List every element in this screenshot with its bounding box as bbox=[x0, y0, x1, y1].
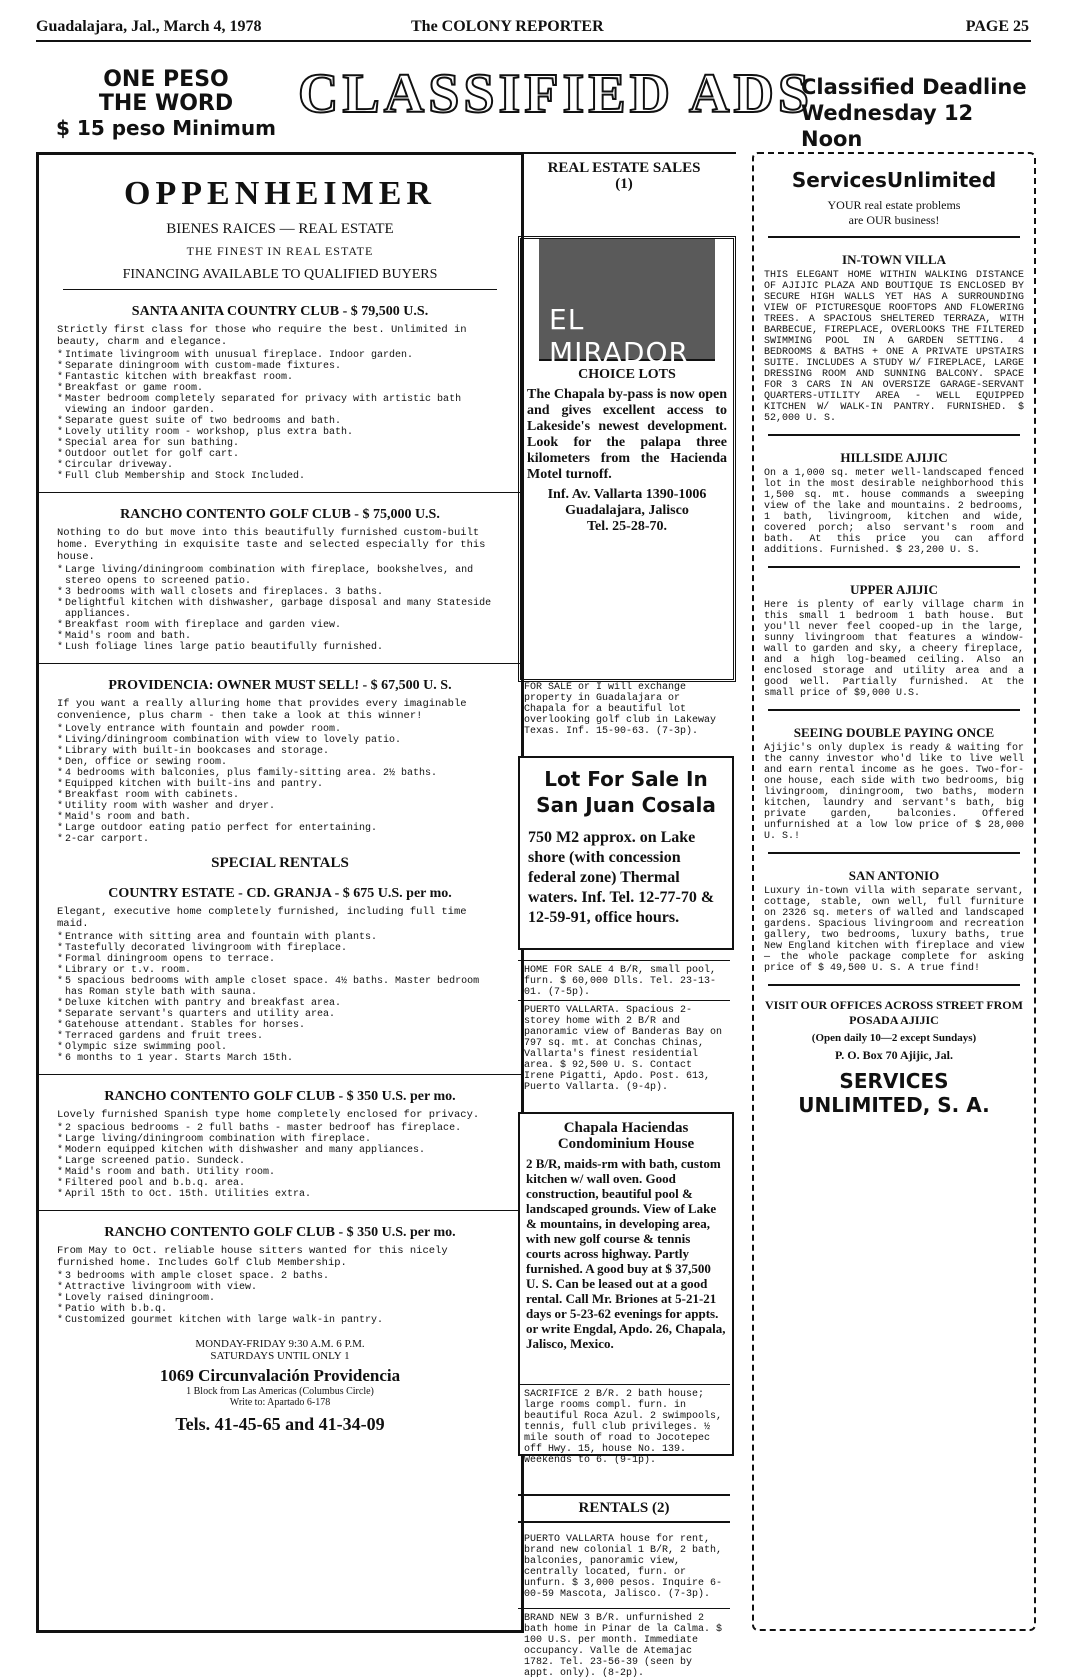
list-item: * Breakfast or game room. bbox=[65, 383, 503, 394]
listing-intro: From May to Oct. reliable house sitters wanted for this nicely furnished home. Includes Golf Club Membership. bbox=[57, 1245, 448, 1269]
listing-heading: UPPER AJIJIC bbox=[850, 582, 938, 597]
oppenheimer-title: OPPENHEIMER bbox=[124, 175, 436, 212]
listing-body: On a 1,000 sq. meter well-landscaped fenced lot in the most desirable neighborhood this 1,500 sq. mt. house commands a sweeping view of the lake and mountains. 2 bedrooms, 1 bath, livingroom, kitchen and wide, covered porch; also servant's room and bath. At this price you can afford additions. Furnished. $ 23,200 U. S. bbox=[764, 468, 1024, 556]
address-note: 1 Block from Las Americas (Columbus Circle) bbox=[186, 1386, 374, 1397]
saturday-hours: SATURDAYS UNTIL ONLY 1 bbox=[210, 1350, 350, 1362]
list-item: * Gatehouse attendant. Stables for horses. bbox=[65, 1020, 503, 1031]
oppenheimer-subtitle: BIENES RAICES — REAL ESTATE bbox=[166, 221, 394, 237]
ad-title bbox=[520, 1120, 732, 1152]
rental-country-estate bbox=[39, 886, 521, 1064]
ad-body: 750 M2 approx. on Lake shore (with concession federal zone) Thermal waters. Inf. Tel. 12-77-70 & 12-59-91, office hours. bbox=[528, 829, 715, 926]
dateline: Guadalajara, Jal., March 4, 1978 bbox=[36, 18, 262, 35]
section-title: CLASSIFIED ADS bbox=[298, 63, 814, 125]
rentals-heading: RENTALS (2) bbox=[518, 1494, 730, 1523]
list-item: * Separate servant's quarters and utility area. bbox=[65, 1009, 503, 1020]
office-address: 1069 Circunvalación Providencia bbox=[159, 1366, 401, 1385]
title-line: Condominium House bbox=[557, 1136, 695, 1152]
listing-heading: PROVIDENCIA: OWNER MUST SELL! - $ 67,500 U. S. bbox=[108, 678, 452, 693]
rental-rancho-contento-1 bbox=[39, 1089, 521, 1200]
contact-line: Guadalajara, Jalisco bbox=[565, 503, 689, 518]
listing-body: Ajijic's only duplex is ready & waiting for the canny investor who'd like to live well and earn rental income as he goes. Two-for-one house, each side with two bedrooms, big livingroom, diningroom, two baths, modern kitchen, laundry and servant's bath, big private garden, balconies. Offered unfurnished at a low low price of $ 28,000 U. S.! bbox=[764, 743, 1024, 842]
list-item: * Maid's room and bath. bbox=[65, 631, 503, 642]
listing-heading: SEEING DOUBLE PAYING ONCE bbox=[793, 725, 995, 740]
el-mirador-logo bbox=[539, 239, 715, 369]
services-contact bbox=[754, 998, 1034, 1117]
listing-in-town-villa bbox=[754, 252, 1034, 426]
el-mirador-body bbox=[521, 367, 733, 535]
divider bbox=[39, 1074, 521, 1075]
brand-new-rental-ad: BRAND NEW 3 B/R. unfurnished 2 bath home in Pinar de la Calma. $ 100 U.S. per month. Immediate occupancy. Valle de Atemajac 1782. Tel. 23-56-39 (seen by appt. only). (8-2p). bbox=[518, 1608, 730, 1679]
list-item: * Large outdoor eating patio perfect for entertaining. bbox=[65, 823, 503, 834]
visit-offices: VISIT OUR OFFICES ACROSS STREET FROM POSADA AJIJIC bbox=[765, 998, 1023, 1027]
listing-heading: RANCHO CONTENTO GOLF CLUB - $ 350 U.S. per mo. bbox=[104, 1225, 456, 1240]
divider bbox=[768, 852, 1020, 854]
ad-body: 2 B/R, maids-rm with bath, custom kitchen w/ wall oven. Good construction, beautiful pool & landscaped grounds. View of Lake & mountains, in developing area, with new golf course & tennis courts across highway. Partly furnished. A good buy at $ 37,500 U. S. Can be leased out at a good rental. Call Mr. Briones at 5-21-21 days or 5-23-62 evenings for appts. or write Engdal, Apdo. 26, Chapala, Jalisco, Mexico. bbox=[526, 1156, 726, 1351]
list-item: * Library or t.v. room. bbox=[65, 965, 503, 976]
po-box: P. O. Box 70 Ajijic, Jal. bbox=[835, 1048, 953, 1062]
list-item: * Deluxe kitchen with pantry and breakfast area. bbox=[65, 998, 503, 1009]
newspaper-name: The COLONY REPORTER bbox=[411, 18, 604, 35]
list-item: * Full Club Membership and Stock Included. bbox=[65, 471, 503, 482]
divider bbox=[39, 1210, 521, 1211]
list-item: * Breakfast room with cabinets. bbox=[65, 790, 503, 801]
list-item: * Den, office or sewing room. bbox=[65, 757, 503, 768]
services-logo-line-1: SERVICES bbox=[839, 1069, 949, 1093]
contact-line: Tel. 25-28-70. bbox=[587, 519, 667, 534]
listing-rancho-contento bbox=[39, 507, 521, 653]
listing-intro: Strictly first class for those who require the best. Unlimited in beauty, charm and elegance. bbox=[57, 324, 467, 348]
list-item: * Terraced gardens and fruit trees. bbox=[65, 1031, 503, 1042]
real-estate-sales-column bbox=[512, 152, 736, 1679]
heading-line-2: (1) bbox=[615, 176, 633, 192]
oppenheimer-ad bbox=[36, 152, 524, 1633]
listing-intro: If you want a really alluring home that provides every imaginable convenience, plus charm - then take a look at this winner! bbox=[57, 698, 467, 722]
list-item: * Maid's room and bath. bbox=[65, 812, 503, 823]
rate-line-3: $ 15 peso Minimum bbox=[56, 116, 276, 140]
ad-body: The Chapala by-pass is now open and gives excellent access to Lakeside's newest development. Look for the palapa three kilometers from the Hacienda Motel turnoff. bbox=[527, 387, 727, 482]
listing-intro: Nothing to do but move into this beautifully furnished custom-built home. Everything in exquisite taste and selected especially for this house. bbox=[57, 527, 486, 563]
services-tagline-1: YOUR real estate problems bbox=[827, 198, 961, 212]
list-item: * 3 bedrooms with ample closet space. 2 baths. bbox=[65, 1271, 503, 1282]
listing-heading: RANCHO CONTENTO GOLF CLUB - $ 75,000 U.S. bbox=[120, 507, 440, 522]
logo-text: EL MIRADOR bbox=[549, 303, 689, 369]
divider bbox=[768, 709, 1020, 711]
title-line: Chapala Haciendas bbox=[563, 1120, 689, 1136]
divider bbox=[768, 566, 1020, 568]
list-item: * 3 bedrooms with wall closets and fireplaces. 3 baths. bbox=[65, 587, 503, 598]
list-item: * Tastefully decorated livingroom with fireplace. bbox=[65, 943, 503, 954]
divider bbox=[768, 236, 1020, 238]
listing-santa-anita bbox=[39, 304, 521, 482]
list-item: * Living/diningroom combination with view to lovely patio. bbox=[65, 735, 503, 746]
list-item: * Utility room with washer and dryer. bbox=[65, 801, 503, 812]
list-item: * Intimate livingroom with unusual fireplace. Indoor garden. bbox=[65, 350, 503, 361]
listing-upper-ajijic bbox=[754, 582, 1034, 701]
listing-hillside-ajijic bbox=[754, 450, 1034, 558]
listing-providencia bbox=[39, 678, 521, 845]
home-for-sale-ad: HOME FOR SALE 4 B/R, small pool, furn. $ 60,000 Dlls. Tel. 23-13-01. (7-5p). bbox=[518, 960, 730, 998]
page-header bbox=[36, 14, 1031, 42]
list-item: * Master bedroom completely separated for privacy with artistic bath viewing an indoor garden. bbox=[65, 394, 503, 416]
el-mirador-ad bbox=[518, 236, 736, 682]
deadline-line-2: Wednesday 12 Noon bbox=[801, 101, 974, 151]
list-item: * Formal diningroom opens to terrace. bbox=[65, 954, 503, 965]
list-item: * Large living/diningroom combination with fireplace. bbox=[65, 1134, 503, 1145]
list-item: * Breakfast room with fireplace and garden view. bbox=[65, 620, 503, 631]
rate-line-2: THE WORD bbox=[98, 91, 234, 116]
list-item: * Lovely entrance with fountain and powder room. bbox=[65, 724, 503, 735]
list-item: * 2 spacious bedrooms - 2 full baths - master bedroof has fireplace. bbox=[65, 1123, 503, 1134]
oppenheimer-tagline: THE FINEST IN REAL ESTATE bbox=[186, 244, 374, 258]
services-logo-line-2: UNLIMITED, S. A. bbox=[798, 1093, 990, 1117]
puerto-vallarta-ad: PUERTO VALLARTA. Spacious 2-storey home with 2 B/R and panoramic view of Banderas Bay on 797 sq. mt. at Conchas Chinas, Vallarta's finest residential area. $ 92,500 U. S. Contact Irene Pigatti, Apdo. Post. 613, Puerto Vallarta. (9-4p). bbox=[518, 1000, 730, 1093]
list-item: * Lovely utility room - workshop, plus extra bath. bbox=[65, 427, 503, 438]
title-line: Lot For Sale In bbox=[544, 767, 708, 791]
list-item: * 6 months to 1 year. Starts March 15th. bbox=[65, 1053, 503, 1064]
list-item: * Olympic size swimming pool. bbox=[65, 1042, 503, 1053]
opening-hours: (Open daily 10—2 except Sundays) bbox=[811, 1032, 977, 1044]
list-item: * Modern equipped kitchen with dishwasher and many appliances. bbox=[65, 1145, 503, 1156]
rental-rancho-contento-2 bbox=[39, 1225, 521, 1326]
deadline-box bbox=[801, 74, 1031, 152]
vallarta-rental-ad: PUERTO VALLARTA house for rent, brand new colonial 1 B/R, 2 bath, balconies, panoramic view, centrally located, furn. or unfurn. $ 3,000 pesos. Inquire 6-00-59 Mascota, Jalisco. (7-3p). bbox=[524, 1534, 723, 1600]
list-item: * Special area for sun bathing. bbox=[65, 438, 503, 449]
list-item: * Library with built-in bookcases and storage. bbox=[65, 746, 503, 757]
rate-box bbox=[56, 68, 276, 140]
list-item: * Patio with b.b.q. bbox=[65, 1304, 503, 1315]
listing-san-antonio bbox=[754, 868, 1034, 976]
title-line: San Juan Cosala bbox=[536, 793, 716, 817]
ad-title bbox=[520, 766, 732, 818]
listing-heading: COUNTRY ESTATE - CD. GRANJA - $ 675 U.S. per mo. bbox=[108, 886, 452, 901]
list-item: * Attractive livingroom with view. bbox=[65, 1282, 503, 1293]
list-item: * Separate guest suite of two bedrooms and bath. bbox=[65, 416, 503, 427]
listing-heading: IN-TOWN VILLA bbox=[842, 252, 946, 267]
listing-body: THIS ELEGANT HOME WITHIN WALKING DISTANCE OF AJIJIC PLAZA AND BOUTIQUE IS ENCLOSED BY SECURE HIGH WALLS YET HAS A SURROUNDING VIEW OF PICTURESQUE ROOFTOPS AND FLOWERING TREES. A SPACIOUS SHELTERED TERRAZA, WITH BARBECUE, FIREPLACE, OVERLOOKS THE FILTERED SWIMMING POOL IN A GARDEN SETTING. 4 BEDROOMS & BATHS + ONE A PRIVATE UPSTAIRS SUITE. INCLUDES A STUDY W/ FIREPLACE, LARGE DRESSING ROOM AND SUNNING BALCONY. SPACE FOR 3 CARS IN AN OVERSIZE GARAGE-SERVANT QUARTERS-UTILITY AREA - WELL EQUIPPED KITCHEN W/ WALK-IN PANTRY. FURNISHED. $ 52,000 U. S. bbox=[764, 270, 1024, 424]
services-unlimited-ad bbox=[752, 152, 1036, 1631]
list-item: * Filtered pool and b.b.q. area. bbox=[65, 1178, 503, 1189]
listing-heading: HILLSIDE AJIJIC bbox=[840, 450, 948, 465]
ad-title: CHOICE LOTS bbox=[578, 367, 676, 382]
mailing-address: Write to: Apartado 6-178 bbox=[229, 1397, 331, 1408]
divider bbox=[768, 984, 1020, 986]
page-number: PAGE 25 bbox=[965, 18, 1029, 35]
exchange-ad: FOR SALE or I will exchange property in Guadalajara or Chapala for a beautiful lot overlooking golf club in Lakeway Texas. Inf. 15-90-63. (7-3p). bbox=[524, 682, 717, 737]
phone-numbers: Tels. 41-45-65 and 41-34-09 bbox=[175, 1414, 385, 1434]
listing-intro: Lovely furnished Spanish type home completely enclosed for privacy. bbox=[57, 1109, 480, 1121]
contact-line: Inf. Av. Vallarta 1390-1006 bbox=[547, 487, 707, 502]
services-title: ServicesUnlimited bbox=[791, 168, 997, 192]
list-item: * Large screened patio. Sundeck. bbox=[65, 1156, 503, 1167]
list-item: * Circular driveway. bbox=[65, 460, 503, 471]
divider bbox=[39, 492, 521, 493]
divider bbox=[768, 434, 1020, 436]
listing-heading: SANTA ANITA COUNTRY CLUB - $ 79,500 U.S. bbox=[131, 304, 429, 319]
list-item: * April 15th to Oct. 15th. Utilities extra. bbox=[65, 1189, 503, 1200]
classified-masthead bbox=[36, 62, 1031, 152]
oppenheimer-financing: FINANCING AVAILABLE TO QUALIFIED BUYERS bbox=[63, 267, 497, 290]
listing-body: Here is plenty of early village charm in this small 1 bedroom 1 bath house. But you'll never feel cooped-up in the large, sunny livingroom that features a window-wall to garden and sky, a cheery fireplace, and a high log-beamed ceiling. Also an enclosed storage and utility area and a good well. Partially furnished. At the small price of $9,000 U.S. bbox=[764, 600, 1024, 699]
deadline-line-1: Classified Deadline bbox=[801, 75, 1027, 99]
list-item: * Fantastic kitchen with breakfast room. bbox=[65, 372, 503, 383]
list-item: * Equipped kitchen with built-ins and pantry. bbox=[65, 779, 503, 790]
list-item: * Customized gourmet kitchen with large walk-in pantry. bbox=[65, 1315, 503, 1326]
listing-heading: SAN ANTONIO bbox=[848, 868, 940, 883]
heading-line-1: REAL ESTATE SALES bbox=[547, 160, 701, 176]
listing-heading: RANCHO CONTENTO GOLF CLUB - $ 350 U.S. per mo. bbox=[104, 1089, 456, 1104]
divider bbox=[39, 663, 521, 664]
list-item: * Outdoor outlet for golf cart. bbox=[65, 449, 503, 460]
special-rentals-heading: SPECIAL RENTALS bbox=[211, 855, 349, 871]
list-item: * 5 spacious bedrooms with ample closet space. 4½ baths. Master bedroom has Roman style bath with sauna. bbox=[65, 976, 503, 998]
list-item: * 2-car carport. bbox=[65, 834, 503, 845]
list-item: * Delightful kitchen with dishwasher, garbage disposal and many Stateside appliances. bbox=[65, 598, 503, 620]
rate-line-1: ONE PESO bbox=[103, 67, 229, 92]
list-item: * Large living/diningroom combination with fireplace, bookshelves, and stereo opens to screened patio. bbox=[65, 565, 503, 587]
oppenheimer-contact bbox=[39, 1338, 521, 1435]
real-estate-sales-heading bbox=[512, 152, 736, 192]
list-item: * Lush foliage lines large patio beautifully furnished. bbox=[65, 642, 503, 653]
services-tagline-2: are OUR business! bbox=[848, 213, 940, 227]
list-item: * Lovely raised diningroom. bbox=[65, 1293, 503, 1304]
list-item: * Separate diningroom with custom-made fixtures. bbox=[65, 361, 503, 372]
list-item: * Maid's room and bath. Utility room. bbox=[65, 1167, 503, 1178]
office-hours: MONDAY-FRIDAY 9:30 A.M. 6 P.M. bbox=[195, 1338, 365, 1350]
sacrifice-ad: SACRIFICE 2 B/R. 2 bath house; large rooms compl. furn. in beautiful Roca Azul. 2 swimpools, tennis, full club privileges. ½ mile south of road to Jocotepec off Hwy. 15, house No. 139. Weekends to 6. (9-1p). bbox=[518, 1384, 730, 1466]
listing-seeing-double bbox=[754, 725, 1034, 844]
list-item: * 4 bedrooms with balconies, plus family-sitting area. 2½ baths. bbox=[65, 768, 503, 779]
list-item: * Entrance with sitting area and fountain with plants. bbox=[65, 932, 503, 943]
listing-body: Luxury in-town villa with separate servant, cottage, stable, own well, full furniture on 2326 sq. meters of walled and landscaped gardens. Spacious livingroom and recreation gallery, two bedrooms, luxury baths, true New England kitchen with fireplace and view — the whole package complete for asking price of $ 49,500 U. S. A true find! bbox=[764, 886, 1024, 974]
lot-for-sale-ad bbox=[518, 756, 734, 950]
listing-intro: Elegant, executive home completely furnished, including full time maid. bbox=[57, 906, 467, 930]
